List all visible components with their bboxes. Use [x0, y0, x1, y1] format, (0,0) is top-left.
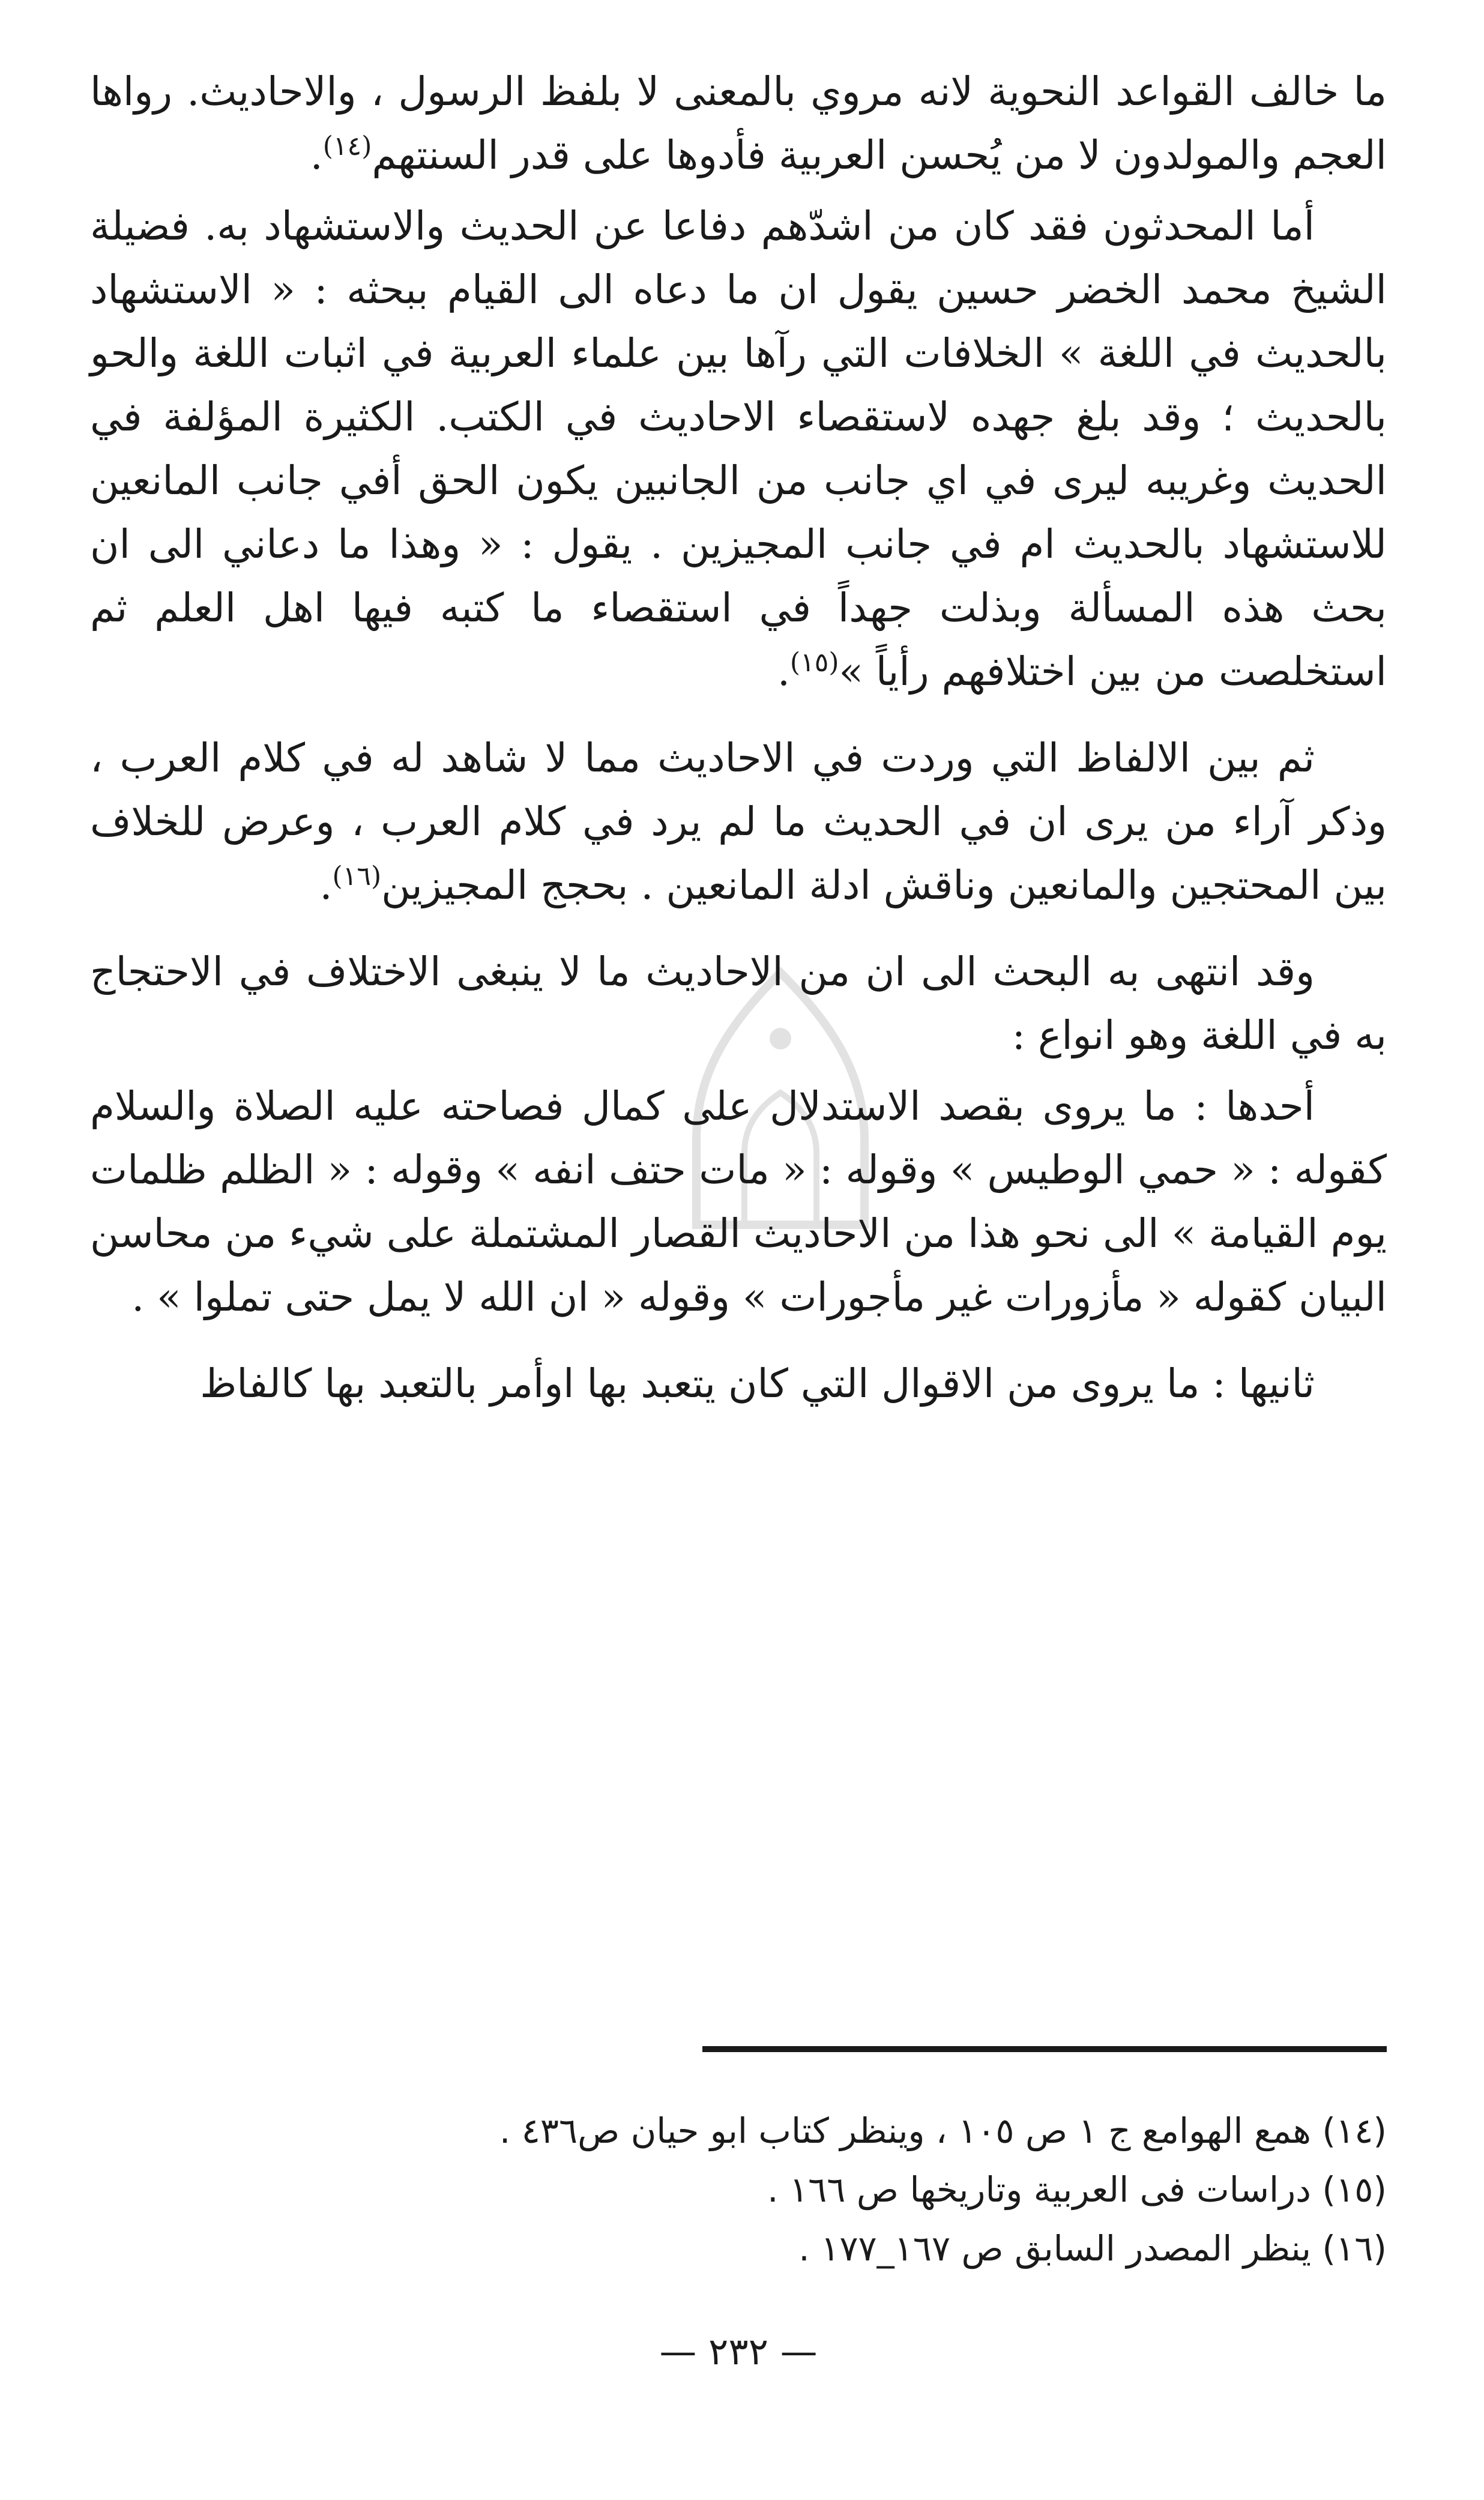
footnote-14: (١٤) همع الهوامع ج ١ ص ١٠٥ ، وينظر كتاب ابو حيان ص٤٣٦ .: [499, 2110, 1387, 2151]
paragraph-6: [90, 1352, 1387, 1416]
paragraph-6-text: ثانيها : ما يروى من الاقوال التي كان يتعبد بها اوأمر بالتعبد بها كالفاظ: [200, 1360, 1315, 1407]
paragraph-2: [90, 195, 1387, 704]
document-page: [90, 60, 1387, 2450]
footnote-divider: [702, 2046, 1387, 2052]
paragraph-3-end: .: [319, 862, 333, 908]
paragraph-3: [90, 726, 1387, 917]
paragraph-2-text: أما المحدثون فقد كان من اشدّهم دفاعا عن الحديث والاستشهاد به. فضيلة الشيخ محمد الخضر حسين يقول ان ما دعاه الى القيام ببحثه : « الاستشهاد بالحديث في اللغة » الخلافات التي رآها بين علماء العربية في اثبات اللغة والحو بالحديث ؛ وقد بلغ جهده لاستقصاء الاحاديث في الكتب. الكثيرة المؤلفة في الحديث وغريبه ليرى في اي جانب من الجانبين يكون الحق أفي جانب المانعين للاستشهاد بالحديث ام في جانب المجيزين . يقول : « وهذا ما دعاني الى ان بحث هذه المسألة وبذلت جهداً في استقصاء ما كتبه فيها اهل العلم ثم استخلصت من بين اختلافهم رأياً »: [90, 203, 1387, 695]
footnote-16: (١٦) ينظر المصدر السابق ص ١٦٧_١٧٧ .: [798, 2228, 1387, 2269]
footnotes: [90, 2101, 1387, 2278]
paragraph-1-text: ما خالف القواعد النحوية لانه مروي بالمعنى لا بلفظ الرسول ، والاحاديث. رواها العجم والمولدون لا من يُحسن العربية فأدوها على قدر السنتهم: [90, 68, 1387, 178]
footnote-ref-14: (١٤): [322, 131, 372, 162]
watermark-emblem-icon: [672, 961, 888, 1237]
paragraph-4-text: وقد انتهى به البحث الى ان من الاحاديث ما لا ينبغى الاختلاف في الاحتجاج به في اللغة وهو انواع :: [90, 949, 1387, 1058]
footnote-ref-15: (١٥): [789, 647, 839, 678]
footnote-ref-16: (١٦): [332, 861, 382, 892]
paragraph-1: [90, 60, 1387, 187]
page-number: — ٢٣٢ —: [659, 2329, 818, 2373]
paragraph-2-end: .: [777, 648, 790, 695]
paragraph-5-text: أحدها : ما يروى بقصد الاستدلال على كمال فصاحته عليه الصلاة والسلام كقوله : « حمي الوطيس » وقوله : « مات حتف انفه » وقوله : « الظلم ظلمات يوم القيامة » الى نحو هذا من الاحاديث القصار المشتملة على شيء من محاسن البيان كقوله « مأزورات غير مأجورات » وقوله « ان الله لا يمل حتى تملوا » .: [90, 1083, 1387, 1320]
paragraph-1-end: .: [310, 132, 323, 178]
footnote-15: (١٥) دراسات فى العربية وتاريخها ص ١٦٦ .: [767, 2169, 1387, 2210]
paragraph-3-text: ثم بين الالفاظ التي وردت في الاحاديث مما لا شاهد له في كلام العرب ، وذكر آراء من يرى ان في الحديث ما لم يرد في كلام العرب ، وعرض للخلاف بين المحتجين والمانعين وناقش ادلة المانعين . بحجج المجيزين: [90, 735, 1387, 908]
